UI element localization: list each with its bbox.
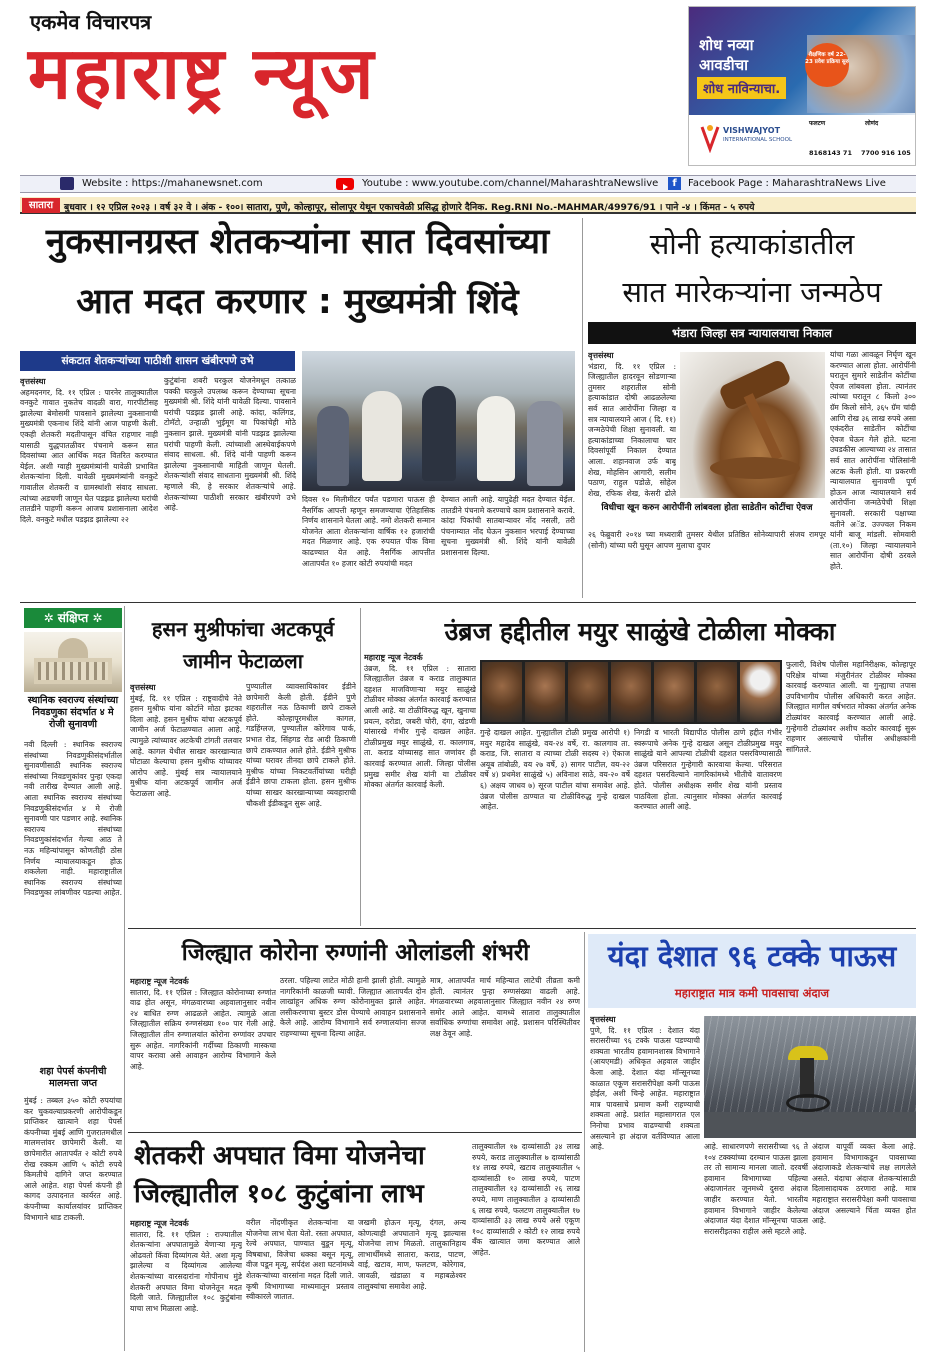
vima-column-4	[472, 1142, 580, 1352]
corona-byline: महाराष्ट्र न्यूज नेटवर्क	[130, 976, 189, 986]
ad-right-branch: लोणंद	[865, 120, 879, 127]
dateline-city: सातारा	[22, 198, 60, 213]
rain-headline: यंदा देशात ९६ टक्के पाऊस	[607, 939, 897, 973]
lead-column-4	[441, 495, 575, 595]
mocca-byline: महाराष्ट्र न्यूज नेटवर्क	[364, 652, 423, 662]
sankshipt-text-1: नवी दिल्ली : स्थानिक स्वराज्य संस्थांच्या निवडणुकीसंदर्भातील सुनावणीसाठी स्थानिक स्वराज्य संस्थांच्या निवडणुकांवर पुन्हा एकदा नवी तारीख देण्यात आली आहे. आता स्थानिक स्वराज्य संस्थांच्या निवडणुकीसंदर्भात ४ मे रोजी सुनावणी पार पडणार आहे. स्थानिक स्वराज्य संस्थांच्या निवडणुकांसंदर्भात गेल्या आठ ते नऊ महिन्यांपासून कोणतीही ठोस निर्णय न्यायालयाकडून होऊ शकलेला नाही. महाराष्ट्रातील स्थानिक स्वराज्य संस्थांच्या निवडणुका लांबणीवर पडल्या आहेत.	[24, 740, 122, 898]
soni-column-2	[830, 350, 916, 596]
lead-column-2	[164, 376, 296, 594]
mushrif-text-1: मुंबई, दि. ११ एप्रिल : राष्ट्रवादीचे नेते हसन मुश्रीफ यांना कोर्टाने मोठा झटका दिला आहे. हसन मुश्रीफ यांचा अटकपूर्व जामीन अर्ज फेटाळण्यात आला आहे. त्यामुळे त्यांच्यावर अटकेची टांगती तलवार आहे. कागल येथील साखर कारखान्यात घोटाळा केल्याचा हसन मुश्रीफ यांच्यावर आरोप आहे. मुंबई सत्र न्यायालयाने मुश्रीफ यांना अटकपूर्व जामीन अर्ज फेटाळला आहे.	[130, 693, 242, 798]
facebook-icon: f	[668, 177, 681, 190]
rain-column-2	[704, 1142, 808, 1350]
rain-street-photo	[704, 1016, 916, 1138]
ad-school-name: VISHWAJYOT	[723, 126, 781, 135]
soni-headline-line1: सोनी हत्याकांडातील	[649, 227, 855, 261]
vima-text-2: वरील नोंदणीकृत शेतकऱ्यांना या योजनेचा लाभ घेता येतो. रस्ता अपघात, रेल्वे अपघात, पाण्यात बुडून मृत्यू, विषबाधा, विजेचा धक्का बसून मृत्यू, वीज पडून मृत्यू, सर्पदंश अशा घटनांमध्ये शेतकऱ्यांच्या वारसांना मदत दिली जाते. कृषी विभागाच्या माध्यमातून प्रस्ताव स्वीकारले जातात.	[246, 1218, 354, 1302]
mocca-column-3	[634, 728, 782, 922]
mushrif-text-2: पुण्यातील व्यावसायिकांवर ईडीने छापेमारी केली होती. ईडीने पुणे शहरातील नऊ ठिकाणी छापे टाकले होते. कोल्हापूरमधील कागल, गडहिंग्लज, पुण्यातील कोरेगाव पार्क, प्रभात रोड, सिंहगड रोड आदी ठिकाणी छापे टाकण्यात आले होते. ईडीने मुश्रीफ यांच्या घरावर तीनदा छापे टाकले होते. मुश्रीफ यांच्या निकटवर्तीयांच्या घरीही ईडीने छापा टाकला होता. हसन मुश्रीफ यांच्या साखर कारखान्याच्या व्यवहाराची चौकशी ईडीकडून सुरू आहे.	[246, 682, 356, 808]
ad-left-branch: फलटण	[809, 120, 826, 127]
section-divider	[128, 928, 916, 929]
lead-column-1	[20, 376, 158, 594]
mushrif-column-2	[246, 682, 356, 922]
mushrif-headline-line2: जामीन फेटाळला	[183, 649, 303, 673]
corona-headline: जिल्ह्यात कोरोना रुग्णांनी ओलांडली शंभरी	[181, 940, 530, 966]
soni-subhead: भंडारा जिल्हा सत्र न्यायालयाचा निकाल	[588, 322, 916, 344]
section-divider	[20, 602, 916, 603]
lead-headline-line1: नुकसानग्रस्त शेतकऱ्यांना सात दिवसांच्या	[45, 222, 550, 262]
vima-text-3: जखमी होऊन मृत्यू, दंगल, अन्य कोणत्याही अपघाताने मृत्यू झाल्यास योजनेचा लाभ मिळतो. तालुकानिहाय लाभार्थींमध्ये सातारा, कराड, पाटण, वाई, खटाव, माण, फलटण, कोरेगाव, जावळी, खंडाळा व महाबळेश्वर तालुक्यांचा समावेश आहे.	[358, 1218, 466, 1291]
website-link[interactable]: Website : https://mahanewsnet.com	[82, 178, 263, 189]
corona-text-3: मात्र, आतापर्यंत मार्च महिन्यात लाटेची तीव्रता कमी होती. त्यानंतर पुन्हा रुग्णसंख्या वाढली आहे. मंगळवारच्या अहवालानुसार जिल्ह्यात नवीन २४ रुग्ण समोर आले आहेत. यामध्ये सातारा तालुक्यातील सर्वाधिक रुग्णांचा समावेश आहे. प्रशासन परिस्थितीवर लक्ष ठेवून आहे.	[430, 976, 580, 1038]
vima-text-1: सातारा, दि. ११ एप्रिल : राज्यातील शेतकऱ्यांना अपघातामुळे येणाऱ्या मृत्यू ओढवतो किंवा दिव्यांगत्व येते. अशा मृत्यू झालेल्या व दिव्यांगत्व आलेल्या शेतकऱ्यांच्या वारसदारांना गोपीनाथ मुंडे शेतकरी अपघात विमा योजनेतून मदत दिली जाते. जिल्ह्यातील १०८ कुटुंबांना याचा लाभ मिळाला आहे.	[130, 1229, 242, 1313]
mocca-text-4: फुलारी, विशेष पोलीस महानिरीक्षक, कोल्हापूर परिक्षेत्र यांच्या मंजुरीनंतर टोळीवर मोक्का कारवाई करण्यात आली. या गुन्ह्याचा तपास उपविभागीय पोलीस अधिकारी करत आहेत. जिल्ह्यात मागील वर्षभरात मोक्का अंतर्गत अनेक टोळ्यांवर कारवाई करण्यात आली आहे. गुन्हेगारी टोळ्यांवर अशीच कठोर कारवाई सुरू राहणार असल्याचे पोलीस अधीक्षकांनी सांगितले.	[786, 660, 916, 754]
mushrif-byline: वृत्तसंस्था	[130, 682, 156, 692]
soni-text-1b: २६ फेब्रुवारी २०१४ च्या मध्यरात्री तुमसर येथील प्रतिष्ठित सोनेव्यापारी संजय रामपूर (सोनी) यांच्या घरी घुसून आपण मुलाचा दुपार	[588, 530, 826, 550]
sankshipt-text-2: मुंबई : तब्बल ३५० कोटी रुपयांचा कर चुकवल्याप्रकरणी आरोपीकडून प्राप्तिकर खात्याने शहा पेपर्स कंपनीच्या मुंबई आणि गुजरातमधील मालमत्तांवर छापेमारी केली. या छापेमारीत आतापर्यंत २ कोटी रुपये रोख रक्कम आणि ५ कोटी रुपये किमतीचे दागिने जप्त करण्यात आले आहेत. शहा पेपर्स कंपनी ही कागद उत्पादनात कार्यरत आहे. कंपनीच्या कार्यालयांवर प्राप्तिकर विभागाने धाड टाकली.	[24, 1096, 122, 1222]
ad-left-phone: 8168143 71	[809, 149, 852, 157]
lead-byline: वृत्तसंस्था	[20, 376, 46, 386]
facebook-link[interactable]: Facebook Page : MaharashtraNews Live	[688, 178, 886, 189]
mocca-text-3: निगडी व भारती विद्यापीठ पोलीस ठाणे हद्दीत गंभीर स्वरूपाचे अनेक गुन्हे दाखल असून टोळीप्रमुख मयुर साळुंखे याने आपल्या टोळीची दहशत पसरविण्यासाठी उंब्रज परिसरात गुन्हेगारी कारवाया केल्या. परिसरात दहशत पसरविल्याने नागरिकांमध्ये भीतीचे वातावरण होते. पोलीस अधीक्षक समीर शेख यांनी प्रस्ताव पाठविला होता. त्यानुसार मोक्का अंतर्गत कारवाई करण्यात आली आहे.	[634, 728, 782, 812]
vima-headline-line2: जिल्ह्यातील १०८ कुटुंबांना लाभ	[134, 1179, 424, 1209]
column-divider	[360, 608, 361, 926]
sankshipt-body-1	[24, 740, 122, 1060]
rain-byline: वृत्तसंस्था	[590, 1014, 616, 1024]
corona-text-2: ठरला. पहिल्या लाटेत मोठी हानी झाली होती. त्यामुळे नागरिकांनी काळजी घ्यावी. जिल्ह्यात आतापर्यंत दोन लाखांहून अधिक रुग्ण कोरोनामुक्त झाले आहेत. लसीकरणाचा बुस्टर डोस घेण्याचे आवाहन प्रशासनाने केले आहे. आरोग्य विभागाने सर्व रुग्णालयांना सज्ज राहण्याच्या सूचना दिल्या आहेत.	[280, 976, 426, 1038]
lead-photo-chief-minister-inspection	[302, 351, 575, 491]
vima-column-3	[358, 1218, 466, 1352]
rain-column-3	[812, 1142, 916, 1350]
section-divider	[128, 1132, 582, 1133]
sankshipt-body-2	[24, 1096, 122, 1351]
ad-headline-line2: आवडीचा	[699, 56, 748, 74]
corona-column-2	[280, 976, 426, 1128]
vima-byline: महाराष्ट्र न्यूज नेटवर्क	[130, 1218, 189, 1228]
sankshipt-headline-2: शहा पेपर्स कंपनीची मालमत्ता जप्त	[39, 1066, 107, 1089]
ad-school-logo-icon	[699, 123, 721, 153]
gavel-photo	[680, 352, 825, 498]
corona-text-1: सातारा, दि. ११ एप्रिल : जिल्ह्यात कोरोनाच्या रुग्णांत वाढ होत असून, मंगळवारच्या अहवालानुसार नवीन २४ बाधित रुग्ण आढळले आहेत. त्यामुळे आता जिल्ह्यातील सक्रिय रुग्णसंख्या १०० पार गेली आहे. जिल्ह्यातील तीन रुग्णालयांत कोरोना रुग्णांवर उपचार सुरू आहेत. नागरिकांनी गर्दीच्या ठिकाणी मास्कचा वापर करावा असे आवाहन आरोग्य विभागाने केले आहे.	[130, 987, 276, 1071]
accused-mugshots-strip	[480, 660, 782, 724]
rain-text-2: आहे. साधारणपणे सरासरीच्या ९६ ते १०४ टक्क्यांच्या दरम्यान पाऊस झाला तर तो सामान्य मानला जातो. दरवर्षी हवामान विभागाच्या पहिल्या अंदाजानंतर जूनमध्ये दुसरा अंदाज जाहीर करण्यात येतो. भारतीय हवामान विभागाने जाहीर केलेल्या अंदाजात यंदा देशात मॉन्सूनचा पाऊस सरासरीइतका राहील असे म्हटले आहे.	[704, 1142, 808, 1236]
corona-column-3	[430, 976, 580, 1128]
mocca-text-2: गुन्हे दाखल आहेत. गुन्ह्यातील टोळी प्रमुख आरोपी १) मयुर महादेव साळुंखे, वय-२४ वर्षे, रा. कालगाव ता. कराड, जि. सातारा व त्याच्या टोळी सदस्य २) ऐकाज अयूब तांबोळी, वय २७ वर्षे, ३) सागर पाटील, वय-२२ वर्षे ४) प्रथमेश साळुंखे ५) अविनाश साठे, वय-२० वर्षे ६) अक्षय जाधव ७) सूरज पाटील यांचा समावेश आहे. उंब्रज पोलीस ठाण्यात या टोळीविरुद्ध गुन्हे दाखल आहेत.	[480, 728, 630, 812]
vima-column-2	[246, 1218, 354, 1352]
masthead-title: महाराष्ट्र न्यूज	[28, 31, 376, 115]
soni-caption: विधीचा खून करुन आरोपींनी लांबवला होता साडेतीन कोटींचा ऐवज	[601, 503, 813, 513]
lead-text-2: कुटुंबांना शबरी घरकुल योजनेमधून तत्काळ पक्की घरकुले उपलब्ध करून देण्याच्या सूचना मुख्यमंत्री श्री. शिंदे यांनी यावेळी दिल्या. पावसाने घरांची पडझड झाली आहे. कांदा, कलिंगड, टोमॅटो, उन्हाळी भुईमूग या पिकांचेही मोठे नुकसान झाले. मुख्यमंत्री यांनी पडझड झालेल्या घरांची पाहणी केली. त्यांच्याशी आस्थेवाईकपणे संवाद साधला. श्री. शिंदे यांनी पाहणी करून झालेल्या नुकसानाची माहिती जाणून घेतली. शेतकऱ्यांशी संवाद साधताना मुख्यमंत्री श्री. शिंदे म्हणाले की, हे सरकार शेतकऱ्यांचे आहे. शेतकऱ्यांच्या पाठीशी सरकार खंबीरपणे उभे आहे.	[164, 376, 296, 513]
ad-school-subtitle: INTERNATIONAL SCHOOL	[723, 137, 793, 143]
ad-right-phone: 7700 916 105	[861, 149, 911, 157]
sankshipt-title: ✲ संक्षिप्त ✲	[24, 608, 122, 628]
sankshipt-headline-1: स्थानिक स्वराज्य संस्थांच्या निवडणुका संदर्भात ४ मे रोजी सुनावणी	[27, 695, 119, 730]
corona-column-1	[130, 976, 276, 1128]
ad-headline-line1: शोध नव्या	[699, 36, 754, 54]
mushrif-column-1	[130, 682, 242, 922]
rain-column-1	[590, 1014, 700, 1350]
column-divider	[584, 932, 585, 1352]
mocca-column-1	[364, 652, 476, 922]
vima-text-4: तालुक्यातील १७ दाव्यांसाठी ३४ लाख रुपये, कराड तालुक्यातील ७ दाव्यांसाठी १४ लाख रुपये, खटाव तालुक्यातील ५ दाव्यांसाठी १० लाख रुपये, पाटण तालुक्यातील १३ दाव्यांसाठी २६ लाख रुपये, माण तालुक्यातील ३ दाव्यांसाठी ६ लाख रुपये, फलटण तालुक्यातील १७ दाव्यांसाठी ३३ लाख रुपये असे एकूण १०८ दाव्यांसाठी २ कोटी १२ लाख रुपये बँक खात्यात जमा करण्यात आले आहेत.	[472, 1142, 580, 1257]
mocca-column-2	[480, 728, 630, 922]
print-registration-strip	[470, 1354, 930, 1360]
vima-column-1	[130, 1218, 242, 1352]
soni-byline: वृत्तसंस्था	[588, 350, 614, 360]
lead-headline-line2: आत मदत करणार : मुख्यमंत्री शिंदे	[76, 282, 519, 322]
soni-column-1	[588, 350, 676, 498]
lead-text-3: दिवस १० मिलीमीटर पर्यंत पडणारा पाऊस ही नैसर्गिक आपत्ती म्हणून समजण्याचा ऐतिहासिक निर्णय शासनाने घेतला आहे. नमो शेतकरी सन्मान योजनेत आता शेतकऱ्यांना वार्षिक १२ हजारांची मदत मिळणार आहे. एक रुपयात पीक विमा काढण्यात येत आहे. नैसर्गिक आपत्तीत आतापर्यंत १० हजार कोटी रुपयांची मदत	[302, 495, 435, 568]
supreme-court-photo	[24, 632, 122, 692]
youtube-icon	[336, 178, 354, 190]
mocca-headline: उंब्रज हद्दीतील मयुर साळुंखे टोळीला मोक्का	[444, 617, 836, 646]
masthead-tagline: एकमेव विचारपत्र	[30, 10, 152, 34]
lead-subhead: संकटात शेतकऱ्यांच्या पाठीशी शासन खंबीरपणे उभे	[20, 351, 295, 371]
lead-text-4: देण्यात आली आहे. यापुढेही मदत देण्यात येईल. तातडीने पंचनामे करण्याचे काम प्रशासनाने करावे. कांदा पिकांची सातबाऱ्यावर नोंद नसली, तरी पंचनाम्यात नोंद घेऊन नुकसान भरपाई देण्याच्या सूचना मुख्यमंत्री श्री. शिंदे यांनी यावेळी प्रशासनास दिल्या.	[441, 495, 575, 557]
lead-text-1: अहमदनगर, दि. ११ एप्रिल : पारनेर तालुक्यातील वनकुटे गावात नुकतेच वादळी वारा, गारपीटीसह झालेल्या बेमोसमी पावसाने झालेल्या नुकसानाची मुख्यमंत्री एकनाथ शिंदे यांनी आज पाहणी केली. एकही शेतकरी मदतीपासून वंचित राहणार नाही यासाठी युद्धपातळीवर पंचनामे करून सात दिवसांच्या आत आर्थिक मदत वितरित करण्यात येईल. अशी ग्वाही मुख्यमंत्र्यांनी यावेळी प्रभावित शेतकऱ्यांना दिली. यावेळी मुख्यमंत्र्यांनी वनकुटे गावातील शेतकरी व ग्रामस्थांशी संवाद साधला. त्यांच्या अडचणी जाणून घेत पडझड झालेल्या घरांची तातडीने पाहणी करून आजच प्रशासनाला आदेश दिले. वनकुटे मधील पडझड झालेल्या २२	[20, 387, 158, 524]
ad-admission-badge: शैक्षणिक वर्ष 22-23 प्रवेश प्रक्रिया सुरु	[805, 43, 849, 87]
lead-column-3	[302, 495, 435, 595]
soni-text-1: भंडारा, दि. ११ एप्रिल : जिल्ह्यातील हादरवून सोडणाऱ्या तुमसर शहरातील सोनी हत्याकांडात दोषी आढळलेल्या सर्व सात आरोपींना जिल्हा व सत्र न्यायालयाने आज ( दि. ११) जन्मठेपेची शिक्षा सुनावली. या हत्याकांडाच्या निकालाचा चार दिवसांपूर्वी निकाल देण्यात आला. शहानवाज उर्फ बाबू शेख, मोहसिन आगारी, सलीम पठाण, राहुल पडोळे, सोहेल शेख, रफिक शेख, केसरी ढोले	[588, 361, 676, 498]
rain-text-1: पुणे, दि. ११ एप्रिल : देशात यंदा सरासरीच्या ९६ टक्के पाऊस पडण्याची शक्यता भारतीय हवामानशास्त्र विभागाने (आयएमडी) अधिकृत अहवाल जाहीर केला आहे. देशात यंदा मॉन्सूनच्या काळात एकूण सरासरीपेक्षा कमी पाऊस होईल, अशी चिन्हे आहेत. महाराष्ट्रात मात्र पावसाचे प्रमाण कमी राहण्याची शक्यता आहे. प्रशांत महासागरात एल निनोचा प्रभाव वाढण्याची शक्यता असल्याने हा अंदाज वर्तविण्यात आला आहे.	[590, 1025, 700, 1152]
soni-headline-line2: सात मारेकऱ्यांना जन्मठेप	[622, 275, 882, 309]
rain-text-3: अंदाज यापूर्वी व्यक्त केला आहे. हवामान विभागाकडून पावसाच्या अंदाजाकडे शेतकऱ्यांचे लक्ष लागलेले असते. यंदाचा अंदाज शेतकऱ्यांसाठी दिलासादायक ठरणारा आहे. मात्र महाराष्ट्रात सरासरीपेक्षा कमी पावसाचा अंदाज असल्याने चिंता व्यक्त होत आहे.	[812, 1142, 916, 1226]
mocca-text-1: उंब्रज, दि. ११ एप्रिल : सातारा जिल्ह्यातील उंब्रज व कराड तालुक्यात दहशत माजविणाऱ्या मयुर साळुंखे टोळीवर मोक्का अंतर्गत कारवाई करण्यात आली आहे. या टोळीविरुद्ध खून, खुनाचा प्रयत्न, दरोडा, जबरी चोरी, दंगा, खंडणी यांसारखे गंभीर गुन्हे दाखल आहेत. टोळीप्रमुख मयुर साळुंखे, रा. कालगाव, ता. कराड यांच्यासह सात जणांवर ही कारवाई करण्यात आली. जिल्हा पोलीस प्रमुख समीर शेख यांनी या टोळीवर मोक्का अंतर्गत कारवाई केली.	[364, 663, 476, 790]
website-icon	[60, 177, 74, 190]
youtube-link[interactable]: Youtube : www.youtube.com/channel/MaharashtraNewslive	[362, 178, 659, 189]
mocca-column-4	[786, 660, 916, 922]
rain-subhead: महाराष्ट्रात मात्र कमी पावसाचा अंदाज	[674, 986, 830, 1000]
column-divider	[582, 218, 583, 598]
vima-headline-line1: शेतकरी अपघात विमा योजनेचा	[134, 1141, 425, 1171]
soni-column-1b	[588, 530, 826, 596]
ad-headline-line3: शोध नाविन्याचा.	[697, 77, 786, 99]
mushrif-headline-line1: हसन मुश्रीफांचा अटकपूर्व	[151, 617, 335, 641]
dateline-text: बुधवार । १२ एप्रिल २०२३ । वर्ष ३२ वे । अंक - १००। सातारा, पुणे, कोल्हापूर, सोलापूर येथून एकाचवेळी प्रसिद्ध होणारे दैनिक. Reg.RNI No.-MAHMAR/49976/91 । पाने -४ । किंमत - ५ रुपये	[64, 202, 755, 213]
school-advertisement[interactable]	[688, 6, 916, 166]
soni-text-2: यांचा गळा आवळून निर्घृण खून करण्यात आला होता. आरोपींनी घरातून सुमारे साडेतीन कोटींचा ऐवज लांबवला होता. त्यानंतर त्यांच्या घरातून ८ किलो ३०० ग्रॅम किलो सोने, ३६५ ग्रॅम चांदी आणि रोख ३६ लाख रुपये असा एकंदरीत साडेतीन कोटींचा ऐवज घेऊन गेले होते. घटना उघडकीस आल्याच्या २४ तासात सर्व सात आरोपींना पोलिसांनी अटक केली होती. या प्रकरणी न्यायालयात सुनावणी पूर्ण होऊन आज न्यायालयाने सर्व आरोपींना जन्मठेपेची शिक्षा सुनावली. सरकारी पक्षाच्या वतीने अॅड. उज्ज्वल निकम यांनी बाजू मांडली. सोमवारी (ता.१०) जिल्हा न्यायालयाने सात आरोपींना दोषी ठरवले होते.	[830, 350, 916, 571]
